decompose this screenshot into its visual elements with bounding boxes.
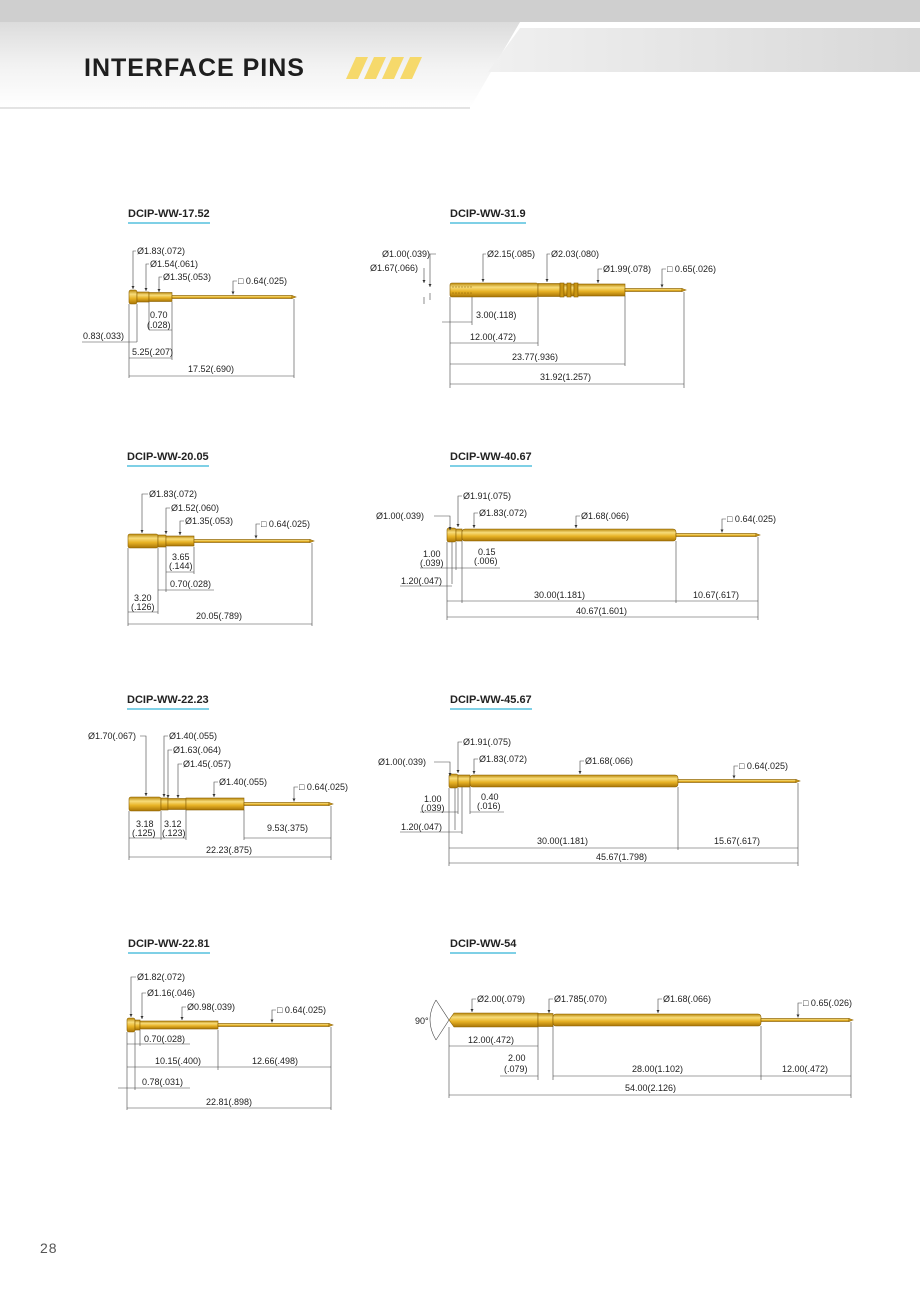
dim-label: □ 0.64(.025) [299,782,348,792]
dim-label: 9.53(.375) [267,823,309,833]
dim-label: Ø1.70(.067) [88,731,137,741]
dim-label: Ø1.68(.066) [663,994,712,1004]
labels-dcip-ww-17-52 [83,246,287,374]
dim-label: Ø1.83(.072) [149,489,198,499]
dim-label: Ø1.68(.066) [581,511,630,521]
dim-label: 12.00(.472) [782,1064,829,1074]
dim-label: Ø1.68(.066) [585,756,634,766]
dim-label: (.123) [162,828,186,838]
dim-label: □ 0.65(.026) [803,998,852,1008]
pin-title-dcip-ww-40-67: DCIP-WW-40.67 [450,451,532,467]
pin-title-dcip-ww-22-23: DCIP-WW-22.23 [127,694,209,710]
dim-label: Ø1.16(.046) [147,988,196,998]
dim-label: 45.67(1.798) [596,852,648,862]
dim-label: Ø1.82(.072) [137,972,186,982]
labels-dcip-ww-22-23 [88,731,348,855]
pin-title-dcip-ww-54: DCIP-WW-54 [450,938,516,954]
dim-label: 54.00(2.126) [625,1083,677,1093]
dim-label: Ø2.00(.079) [477,994,526,1004]
pin-title-dcip-ww-22-81: DCIP-WW-22.81 [128,938,210,954]
dim-label: □ 0.64(.025) [727,514,776,524]
dim-label: 1.20(.047) [401,576,443,586]
dim-label: Ø1.35(.053) [185,516,234,526]
dim-label: 28.00(1.102) [632,1064,684,1074]
pin-title-dcip-ww-20-05: DCIP-WW-20.05 [127,451,209,467]
dim-label: 2.00 [508,1053,526,1063]
dim-label: Ø1.52(.060) [171,503,220,513]
dim-label: Ø1.40(.055) [219,777,268,787]
dim-label: 30.00(1.181) [537,836,589,846]
dim-label: □ 0.64(.025) [261,519,310,529]
dim-label: (.079) [504,1064,528,1074]
dim-label: 1.00 [423,549,441,559]
dim-label: Ø1.00(.039) [382,249,431,259]
dim-label: Ø1.40(.055) [169,731,218,741]
pin-drawing-dcip-ww-20-05 [128,494,314,626]
dim-label: (.125) [132,828,156,838]
dim-label: Ø1.91(.075) [463,737,512,747]
dim-label: 22.81(.898) [206,1097,253,1107]
dim-label: 3.20 [134,593,152,603]
dim-label: 1.20(.047) [401,822,443,832]
dim-label: Ø1.45(.057) [183,759,232,769]
dim-label: 23.77(.936) [512,352,559,362]
dim-label: Ø0.98(.039) [187,1002,236,1012]
pin-drawing-dcip-ww-22-23 [129,736,333,860]
dim-label: 40.67(1.601) [576,606,628,616]
labels-dcip-ww-54 [415,994,852,1093]
dim-label: Ø2.15(.085) [487,249,536,259]
pin-drawing-dcip-ww-31-9 [424,254,686,388]
dim-label: 22.23(.875) [206,845,253,855]
dim-label: (.039) [421,803,445,813]
dim-label: 17.52(.690) [188,364,235,374]
dim-label: (.006) [474,556,498,566]
dim-label: 0.83(.033) [83,331,125,341]
dim-label: Ø1.83(.072) [479,754,528,764]
dim-label: Ø1.35(.053) [163,272,212,282]
labels-dcip-ww-22-81 [137,972,326,1107]
dim-label: 10.67(.617) [693,590,740,600]
dim-label: 3.18 [136,819,154,829]
dim-label: Ø1.00(.039) [378,757,427,767]
pin-title-dcip-ww-31-9: DCIP-WW-31.9 [450,208,526,224]
dim-label: Ø1.54(.061) [150,259,199,269]
pin-title-dcip-ww-17-52: DCIP-WW-17.52 [128,208,210,224]
dim-label: Ø1.83(.072) [479,508,528,518]
dim-label: 3.12 [164,819,182,829]
dim-label: □ 0.64(.025) [238,276,287,286]
page-title: INTERFACE PINS [84,54,305,82]
pin-title-dcip-ww-45-67: DCIP-WW-45.67 [450,694,532,710]
dim-label: 30.00(1.181) [534,590,586,600]
dim-label: 0.15 [478,547,496,557]
dim-label: Ø1.83(.072) [137,246,186,256]
dim-label: □ 0.64(.025) [739,761,788,771]
dim-label: (.039) [420,558,444,568]
dim-label: 10.15(.400) [155,1056,202,1066]
dim-label: Ø1.91(.075) [463,491,512,501]
dim-label: 12.66(.498) [252,1056,299,1066]
dim-label: Ø1.00(.039) [376,511,425,521]
dim-label: 0.70(.028) [170,579,212,589]
dim-label: 0.70(.028) [144,1034,186,1044]
dim-label: 31.92(1.257) [540,372,592,382]
dim-label: 3.00(.118) [476,310,517,320]
dim-label: 20.05(.789) [196,611,243,621]
dim-label: 5.25(.207) [132,347,174,357]
dim-label: □ 0.65(.026) [667,264,716,274]
pin-drawing-dcip-ww-17-52 [82,251,296,378]
dim-label: 12.00(.472) [468,1035,515,1045]
dim-label: 12.00(.472) [470,332,517,342]
dim-label: Ø1.63(.064) [173,745,222,755]
dim-label: □ 0.64(.025) [277,1005,326,1015]
dim-label: 0.40 [481,792,499,802]
dim-label: 1.00 [424,794,442,804]
dim-label: (.028) [147,320,171,330]
labels-dcip-ww-45-67 [378,737,788,862]
dim-label: 0.78(.031) [142,1077,184,1087]
dim-label: 90° [415,1016,429,1026]
labels-dcip-ww-40-67 [376,491,776,616]
dim-label: Ø1.99(.078) [603,264,652,274]
pin-drawing-dcip-ww-40-67 [400,496,760,620]
page-number: 28 [40,1240,58,1256]
dim-label: Ø2.03(.080) [551,249,600,259]
dim-label: (.144) [169,561,193,571]
dim-label: (.016) [477,801,501,811]
dim-label: Ø1.67(.066) [370,263,419,273]
dim-label: 3.65 [172,552,190,562]
dim-label: (.126) [131,602,155,612]
dim-label: 0.70 [150,310,168,320]
dim-label: Ø1.785(.070) [554,994,608,1004]
dim-label: 15.67(.617) [714,836,761,846]
